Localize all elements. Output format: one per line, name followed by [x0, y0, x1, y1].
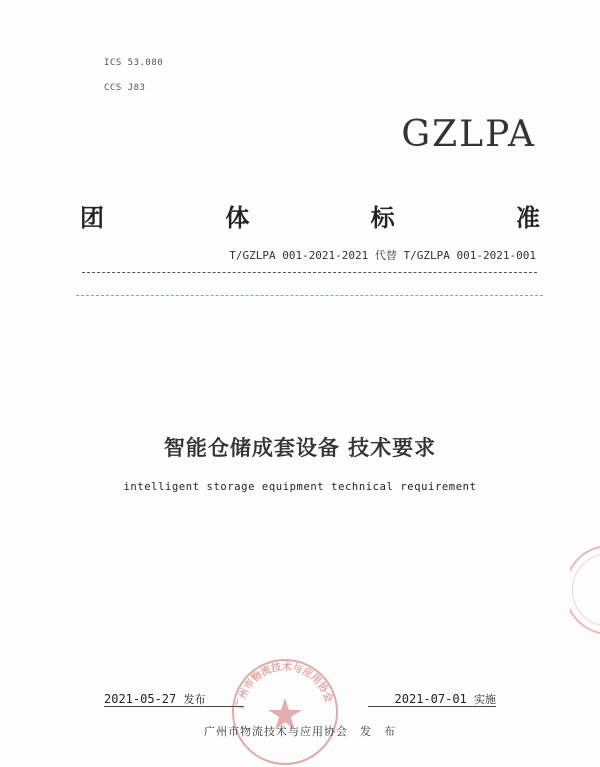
implement-label: 实施	[474, 693, 496, 706]
implement-date	[395, 691, 496, 707]
standard-type	[80, 198, 540, 232]
header-divider-bottom	[76, 295, 543, 296]
svg-text:广州市物流技术与应用协会: 广州市物流技术与应用协会	[234, 661, 334, 710]
document-title: 智能仓储成套设备 技术要求	[163, 436, 437, 460]
header-divider-top	[82, 272, 537, 273]
edge-seal	[570, 545, 600, 635]
implement-date-underline	[368, 706, 496, 707]
standard-type-char: 准	[515, 204, 540, 232]
publish-date	[104, 691, 205, 707]
ics-code: ICS 53.080	[104, 58, 164, 68]
issuer: 广州市物流技术与应用协会 发 布	[204, 725, 396, 738]
standard-type-char: 标	[370, 204, 395, 232]
organization-code: GZLPA	[401, 114, 536, 155]
standard-type-char: 体	[225, 204, 250, 232]
publish-date-underline	[104, 706, 244, 707]
standard-type-char: 团	[80, 204, 104, 232]
implement-date-value: 2021-07-01	[394, 692, 467, 706]
document-subtitle: intelligent storage equipment technical requirement	[123, 481, 477, 493]
publish-date-value: 2021-05-27	[104, 692, 177, 706]
organization-seal	[225, 650, 345, 767]
ccs-code: CCS J83	[104, 83, 146, 93]
standard-number: T/GZLPA 001-2021-2021 代替 T/GZLPA 001-2021-001	[229, 249, 536, 262]
publish-label: 发布	[183, 693, 206, 706]
